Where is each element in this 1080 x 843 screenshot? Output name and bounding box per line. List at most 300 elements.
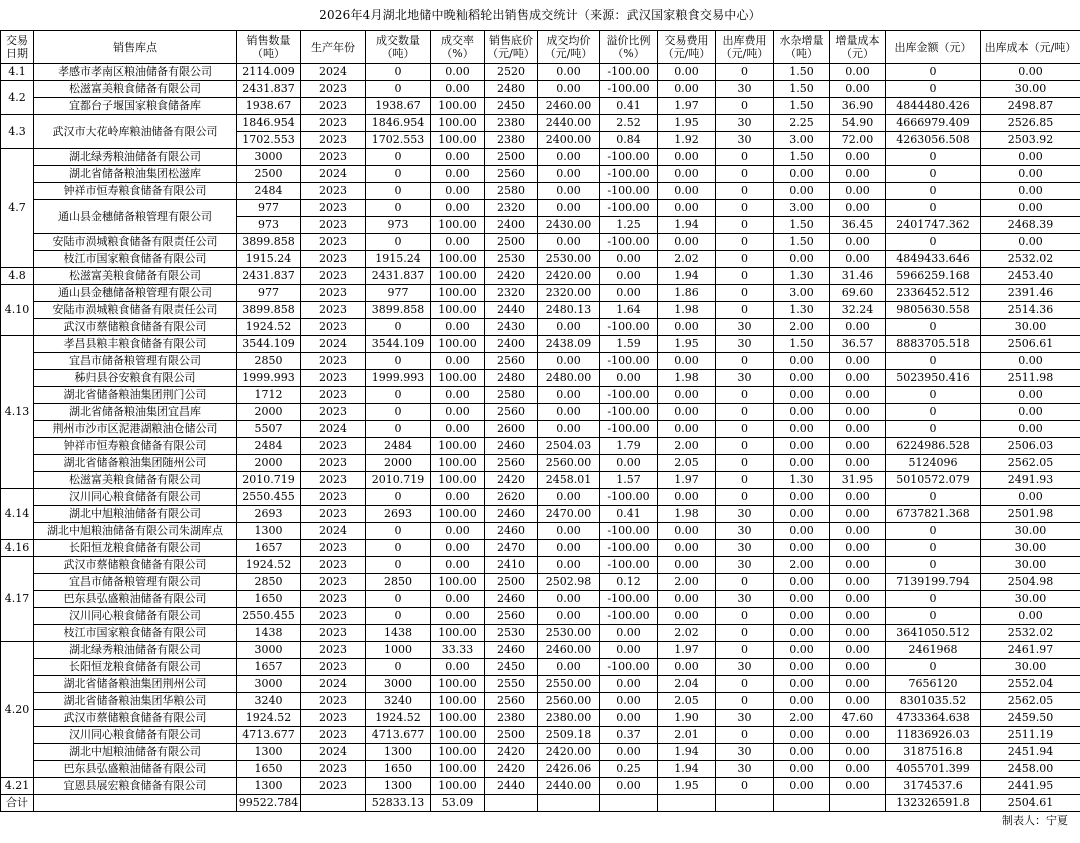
data-cell: 100.00 <box>431 744 485 761</box>
data-cell: 36.45 <box>830 217 886 234</box>
data-cell: 4055701.399 <box>886 761 981 778</box>
data-cell: 0.00 <box>431 540 485 557</box>
data-cell: 0.00 <box>981 200 1080 217</box>
data-cell: 0.00 <box>600 642 658 659</box>
data-cell: 0 <box>366 319 431 336</box>
data-cell: 2506.61 <box>981 336 1080 353</box>
data-cell: 1650 <box>237 761 301 778</box>
warehouse-name-cell: 安陆市涢城粮食储备有限责任公司 <box>34 234 237 251</box>
data-cell: 2401747.362 <box>886 217 981 234</box>
data-cell: 0.00 <box>431 591 485 608</box>
data-cell: 100.00 <box>431 285 485 302</box>
data-cell: 0 <box>716 574 774 591</box>
data-cell: 2461.97 <box>981 642 1080 659</box>
data-cell: 1.86 <box>658 285 716 302</box>
data-cell: 1.97 <box>658 472 716 489</box>
data-cell: 2.00 <box>774 557 830 574</box>
data-cell: 0.00 <box>774 523 830 540</box>
data-cell: 2.02 <box>658 625 716 642</box>
data-cell: 0 <box>716 217 774 234</box>
data-cell: 0.00 <box>431 149 485 166</box>
data-cell: 31.46 <box>830 268 886 285</box>
data-cell: 0.00 <box>774 676 830 693</box>
table-row <box>1 693 1080 710</box>
data-cell: 2850 <box>366 574 431 591</box>
data-cell: 1915.24 <box>366 251 431 268</box>
data-cell: 1438 <box>237 625 301 642</box>
data-cell: 3187516.8 <box>886 744 981 761</box>
data-cell: 977 <box>237 285 301 302</box>
data-cell: 100.00 <box>431 115 485 132</box>
data-cell: 0 <box>716 149 774 166</box>
data-cell: 0.00 <box>830 506 886 523</box>
column-header: 成交率（%） <box>431 31 485 64</box>
data-cell: 1702.553 <box>237 132 301 149</box>
table-row <box>1 336 1080 353</box>
warehouse-name-cell: 巴东县弘盛粮油储备有限公司 <box>34 761 237 778</box>
data-cell: 0 <box>716 642 774 659</box>
data-cell: 1300 <box>366 778 431 795</box>
data-cell: 0 <box>886 659 981 676</box>
data-cell: 0.00 <box>774 166 830 183</box>
data-cell: 0.41 <box>600 98 658 115</box>
data-cell: 1657 <box>237 659 301 676</box>
data-cell: 0.00 <box>830 676 886 693</box>
data-cell: 2000 <box>237 455 301 472</box>
data-cell: 2024 <box>301 676 366 693</box>
data-cell: 30 <box>716 336 774 353</box>
data-cell: -100.00 <box>600 200 658 217</box>
data-cell: 100.00 <box>431 438 485 455</box>
data-cell: 0.00 <box>538 234 600 251</box>
column-header: 交易费用（元/吨） <box>658 31 716 64</box>
data-cell: 0.00 <box>431 404 485 421</box>
data-cell: 0.00 <box>774 353 830 370</box>
data-cell: 2024 <box>301 523 366 540</box>
data-cell: 3000 <box>237 642 301 659</box>
table-row <box>1 727 1080 744</box>
data-cell: -100.00 <box>600 149 658 166</box>
data-cell: 1.97 <box>658 98 716 115</box>
data-cell: 0.37 <box>600 727 658 744</box>
data-cell: 2023 <box>301 302 366 319</box>
warehouse-name-cell: 武汉市蔡储粮食储备有限公司 <box>34 557 237 574</box>
data-cell: 30 <box>716 319 774 336</box>
data-cell: 33.33 <box>431 642 485 659</box>
data-cell: 1.94 <box>658 268 716 285</box>
totals-cell <box>34 795 237 812</box>
data-cell: 1657 <box>237 540 301 557</box>
data-cell: 2460 <box>485 591 538 608</box>
warehouse-name-cell: 汉川同心粮食储备有限公司 <box>34 608 237 625</box>
data-cell: 2023 <box>301 642 366 659</box>
data-cell: 2023 <box>301 217 366 234</box>
trade-date-cell: 4.3 <box>1 115 34 149</box>
data-cell: 2023 <box>301 370 366 387</box>
data-cell: 3.00 <box>774 200 830 217</box>
data-cell: 2420.00 <box>538 744 600 761</box>
data-cell: 0.84 <box>600 132 658 149</box>
table-body <box>1 64 1080 812</box>
data-cell: 2530 <box>485 251 538 268</box>
data-cell: -100.00 <box>600 234 658 251</box>
data-cell: 0.00 <box>830 761 886 778</box>
warehouse-name-cell: 枝江市国家粮食储备有限公司 <box>34 251 237 268</box>
data-cell: 2580 <box>485 183 538 200</box>
totals-cell <box>538 795 600 812</box>
data-cell: 2460 <box>485 506 538 523</box>
data-cell: 0 <box>886 149 981 166</box>
data-cell: 2023 <box>301 200 366 217</box>
warehouse-name-cell: 安陆市涢城粮食储备有限责任公司 <box>34 302 237 319</box>
data-cell: 0.00 <box>830 523 886 540</box>
data-cell: 0.00 <box>431 557 485 574</box>
data-cell: 0.00 <box>981 608 1080 625</box>
data-cell: 2430.00 <box>538 217 600 234</box>
data-cell: 0.00 <box>538 540 600 557</box>
data-cell: 2023 <box>301 268 366 285</box>
data-cell: 0 <box>716 421 774 438</box>
data-cell: 4713.677 <box>237 727 301 744</box>
data-cell: 1.98 <box>658 370 716 387</box>
data-cell: 0 <box>886 540 981 557</box>
data-cell: 0 <box>716 438 774 455</box>
data-cell: 0 <box>716 302 774 319</box>
data-cell: 2460 <box>485 642 538 659</box>
data-cell: 1712 <box>237 387 301 404</box>
data-cell: 2502.98 <box>538 574 600 591</box>
table-title: 2026年4月湖北地储中晚籼稻轮出销售成交统计（来源：武汉国家粮食交易中心） <box>319 8 761 22</box>
data-cell: 0 <box>366 591 431 608</box>
data-cell: 2000 <box>237 404 301 421</box>
data-cell: 2023 <box>301 353 366 370</box>
data-cell: 0.00 <box>658 149 716 166</box>
data-cell: 0 <box>716 455 774 472</box>
data-cell: 2010.719 <box>366 472 431 489</box>
data-cell: 100.00 <box>431 574 485 591</box>
totals-cell <box>716 795 774 812</box>
data-cell: 2460 <box>485 523 538 540</box>
data-cell: 2550.455 <box>237 489 301 506</box>
data-cell: 2024 <box>301 744 366 761</box>
data-cell: 2560 <box>485 455 538 472</box>
data-cell: 2530 <box>485 625 538 642</box>
data-cell: 0.00 <box>774 404 830 421</box>
data-cell: 2420 <box>485 744 538 761</box>
data-cell: 2470 <box>485 540 538 557</box>
trade-date-cell: 4.17 <box>1 557 34 642</box>
footer-author: 制表人：宁夏 <box>1002 814 1068 827</box>
data-cell: 0 <box>716 166 774 183</box>
data-cell: 1438 <box>366 625 431 642</box>
data-cell: 0.00 <box>658 608 716 625</box>
table-row <box>1 472 1080 489</box>
data-cell: 2023 <box>301 489 366 506</box>
data-cell: 1.30 <box>774 302 830 319</box>
data-cell: 0 <box>886 64 981 81</box>
totals-cell <box>658 795 716 812</box>
data-cell: 0 <box>886 166 981 183</box>
data-cell: 2560 <box>485 693 538 710</box>
data-cell: 30 <box>716 591 774 608</box>
data-cell: 2023 <box>301 149 366 166</box>
data-cell: 2450 <box>485 659 538 676</box>
data-cell: 0.00 <box>774 591 830 608</box>
data-cell: 2.25 <box>774 115 830 132</box>
warehouse-name-cell: 松滋富美粮食储备有限公司 <box>34 268 237 285</box>
data-cell: 2.02 <box>658 251 716 268</box>
data-cell: 30 <box>716 540 774 557</box>
table-row <box>1 455 1080 472</box>
data-cell: 2024 <box>301 421 366 438</box>
data-cell: 0.00 <box>830 251 886 268</box>
data-cell: 0.00 <box>658 404 716 421</box>
data-cell: 30.00 <box>981 81 1080 98</box>
data-cell: 0 <box>886 421 981 438</box>
column-header: 成交数量（吨） <box>366 31 431 64</box>
data-cell: 2693 <box>366 506 431 523</box>
data-cell: 0.00 <box>830 387 886 404</box>
data-cell: 2.01 <box>658 727 716 744</box>
data-cell: 2504.98 <box>981 574 1080 591</box>
data-cell: 2560 <box>485 608 538 625</box>
warehouse-name-cell: 湖北省储备粮油集团松滋库 <box>34 166 237 183</box>
trade-date-cell: 4.10 <box>1 285 34 336</box>
totals-cell <box>301 795 366 812</box>
data-cell: -100.00 <box>600 183 658 200</box>
data-cell: 2320.00 <box>538 285 600 302</box>
data-cell: 0.00 <box>774 693 830 710</box>
trade-date-cell: 4.21 <box>1 778 34 795</box>
table-row <box>1 200 1080 217</box>
data-cell: 2503.92 <box>981 132 1080 149</box>
data-cell: 0 <box>716 472 774 489</box>
data-cell: 1.98 <box>658 506 716 523</box>
data-cell: 2552.04 <box>981 676 1080 693</box>
data-cell: 2024 <box>301 336 366 353</box>
data-cell: 0.00 <box>830 64 886 81</box>
data-cell: 2511.19 <box>981 727 1080 744</box>
totals-cell: 99522.784 <box>237 795 301 812</box>
data-cell: 0 <box>716 200 774 217</box>
data-cell: 0 <box>366 404 431 421</box>
data-cell: 977 <box>366 285 431 302</box>
data-cell: 36.57 <box>830 336 886 353</box>
data-cell: 0.00 <box>981 387 1080 404</box>
column-header: 水杂增量（吨） <box>774 31 830 64</box>
data-cell: 0.00 <box>774 540 830 557</box>
data-cell: 2320 <box>485 285 538 302</box>
data-cell: 0 <box>886 557 981 574</box>
data-cell: 1702.553 <box>366 132 431 149</box>
data-cell: 2400 <box>485 217 538 234</box>
data-cell: 100.00 <box>431 302 485 319</box>
data-cell: 0.12 <box>600 574 658 591</box>
data-cell: 2023 <box>301 659 366 676</box>
data-cell: 2023 <box>301 183 366 200</box>
warehouse-name-cell: 湖北省储备粮油集团随州公司 <box>34 455 237 472</box>
data-cell: 30.00 <box>981 557 1080 574</box>
data-cell: 0.00 <box>830 149 886 166</box>
data-cell: 69.60 <box>830 285 886 302</box>
data-cell: 30 <box>716 557 774 574</box>
data-cell: 1.97 <box>658 642 716 659</box>
data-cell: 0.25 <box>600 761 658 778</box>
warehouse-name-cell: 长阳恒龙粮食储备有限公司 <box>34 540 237 557</box>
data-cell: 0 <box>716 353 774 370</box>
warehouse-name-cell: 宜恩县展宏粮食储备有限公司 <box>34 778 237 795</box>
warehouse-name-cell: 宜都台子堰国家粮食储备库 <box>34 98 237 115</box>
data-cell: 30.00 <box>981 523 1080 540</box>
warehouse-name-cell: 秭归县谷安粮食有限公司 <box>34 370 237 387</box>
totals-row <box>1 795 1080 812</box>
trade-date-cell: 4.2 <box>1 81 34 115</box>
data-cell: 0.00 <box>658 319 716 336</box>
warehouse-name-cell: 湖北省储备粮油集团宜昌库 <box>34 404 237 421</box>
data-cell: 2023 <box>301 81 366 98</box>
data-cell: 2550.455 <box>237 608 301 625</box>
data-cell: 6737821.368 <box>886 506 981 523</box>
table-row <box>1 302 1080 319</box>
data-cell: 2.52 <box>600 115 658 132</box>
data-cell: 0.00 <box>830 557 886 574</box>
data-cell: 11836926.03 <box>886 727 981 744</box>
totals-cell: 132326591.8 <box>886 795 981 812</box>
data-cell: 1300 <box>366 744 431 761</box>
data-cell: 4844480.426 <box>886 98 981 115</box>
data-cell: 0.00 <box>981 166 1080 183</box>
data-cell: 2023 <box>301 727 366 744</box>
data-cell: 0.00 <box>431 353 485 370</box>
data-cell: 100.00 <box>431 625 485 642</box>
data-cell: 31.95 <box>830 472 886 489</box>
data-cell: 0.00 <box>431 183 485 200</box>
column-header: 出库费用（元/吨） <box>716 31 774 64</box>
data-cell: 1650 <box>366 761 431 778</box>
data-cell: 0 <box>366 489 431 506</box>
data-cell: 3899.858 <box>366 302 431 319</box>
data-cell: 6224986.528 <box>886 438 981 455</box>
data-cell: 0.00 <box>658 557 716 574</box>
data-cell: 0 <box>366 166 431 183</box>
data-cell: 0.00 <box>830 693 886 710</box>
data-cell: 100.00 <box>431 778 485 795</box>
data-cell: -100.00 <box>600 404 658 421</box>
data-cell: 0.00 <box>774 438 830 455</box>
trade-date-cell: 4.7 <box>1 149 34 268</box>
data-cell: 0 <box>886 404 981 421</box>
data-cell: -100.00 <box>600 166 658 183</box>
data-cell: 1.94 <box>658 761 716 778</box>
totals-cell: 2504.61 <box>981 795 1080 812</box>
data-cell: 1.25 <box>600 217 658 234</box>
data-cell: 1846.954 <box>237 115 301 132</box>
data-cell: 1.94 <box>658 217 716 234</box>
data-cell: 100.00 <box>431 268 485 285</box>
data-cell: 2023 <box>301 625 366 642</box>
data-cell: -100.00 <box>600 591 658 608</box>
data-cell: 2431.837 <box>237 268 301 285</box>
warehouse-name-cell: 湖北省储备粮油集团华粮公司 <box>34 693 237 710</box>
data-cell: 977 <box>237 200 301 217</box>
data-cell: 1.50 <box>774 149 830 166</box>
data-cell: -100.00 <box>600 489 658 506</box>
data-cell: 0.00 <box>830 642 886 659</box>
data-cell: 0 <box>366 608 431 625</box>
table-row <box>1 370 1080 387</box>
data-cell: 1846.954 <box>366 115 431 132</box>
data-cell: 0 <box>366 183 431 200</box>
data-cell: 2693 <box>237 506 301 523</box>
data-cell: 0.00 <box>774 608 830 625</box>
totals-cell <box>600 795 658 812</box>
data-cell: 30 <box>716 506 774 523</box>
data-cell: 0.00 <box>830 353 886 370</box>
data-cell: 0.00 <box>431 659 485 676</box>
table-row <box>1 761 1080 778</box>
data-cell: 0 <box>886 387 981 404</box>
data-cell: 0 <box>716 676 774 693</box>
data-cell: 30.00 <box>981 591 1080 608</box>
data-cell: 0.00 <box>538 200 600 217</box>
data-cell: 30 <box>716 81 774 98</box>
data-cell: 1999.993 <box>237 370 301 387</box>
data-cell: 0.00 <box>600 455 658 472</box>
data-cell: 0.00 <box>658 387 716 404</box>
table-row <box>1 642 1080 659</box>
data-cell: 100.00 <box>431 251 485 268</box>
table-row <box>1 98 1080 115</box>
data-cell: 1938.67 <box>237 98 301 115</box>
data-cell: 0.00 <box>431 234 485 251</box>
data-cell: 3000 <box>237 149 301 166</box>
data-cell: 30 <box>716 761 774 778</box>
data-cell: 2023 <box>301 574 366 591</box>
data-cell: 0.00 <box>538 557 600 574</box>
data-cell: 2514.36 <box>981 302 1080 319</box>
data-cell: 0.00 <box>981 149 1080 166</box>
trade-date-cell: 4.20 <box>1 642 34 778</box>
data-cell: 0.00 <box>658 183 716 200</box>
data-cell: 2023 <box>301 319 366 336</box>
data-cell: 0.00 <box>431 387 485 404</box>
data-cell: 2336452.512 <box>886 285 981 302</box>
data-cell: 2500 <box>237 166 301 183</box>
totals-cell: 53.09 <box>431 795 485 812</box>
warehouse-name-cell: 湖北省储备粮油集团荆门公司 <box>34 387 237 404</box>
data-cell: 0.00 <box>538 591 600 608</box>
table-row <box>1 523 1080 540</box>
data-cell: 1300 <box>237 778 301 795</box>
data-cell: 0 <box>366 659 431 676</box>
data-cell: 2530.00 <box>538 625 600 642</box>
data-cell: 2.00 <box>658 438 716 455</box>
data-cell: -100.00 <box>600 387 658 404</box>
trade-date-cell: 4.8 <box>1 268 34 285</box>
table-row <box>1 81 1080 98</box>
data-cell: 2431.837 <box>237 81 301 98</box>
data-cell: 0.00 <box>774 761 830 778</box>
data-cell: 2380 <box>485 710 538 727</box>
data-cell: 2391.46 <box>981 285 1080 302</box>
data-cell: 0.00 <box>774 251 830 268</box>
table-row <box>1 115 1080 132</box>
data-cell: 47.60 <box>830 710 886 727</box>
data-cell: 0.00 <box>981 64 1080 81</box>
warehouse-name-cell: 长阳恒龙粮食储备有限公司 <box>34 659 237 676</box>
data-cell: 30 <box>716 132 774 149</box>
data-cell: 0.00 <box>981 183 1080 200</box>
